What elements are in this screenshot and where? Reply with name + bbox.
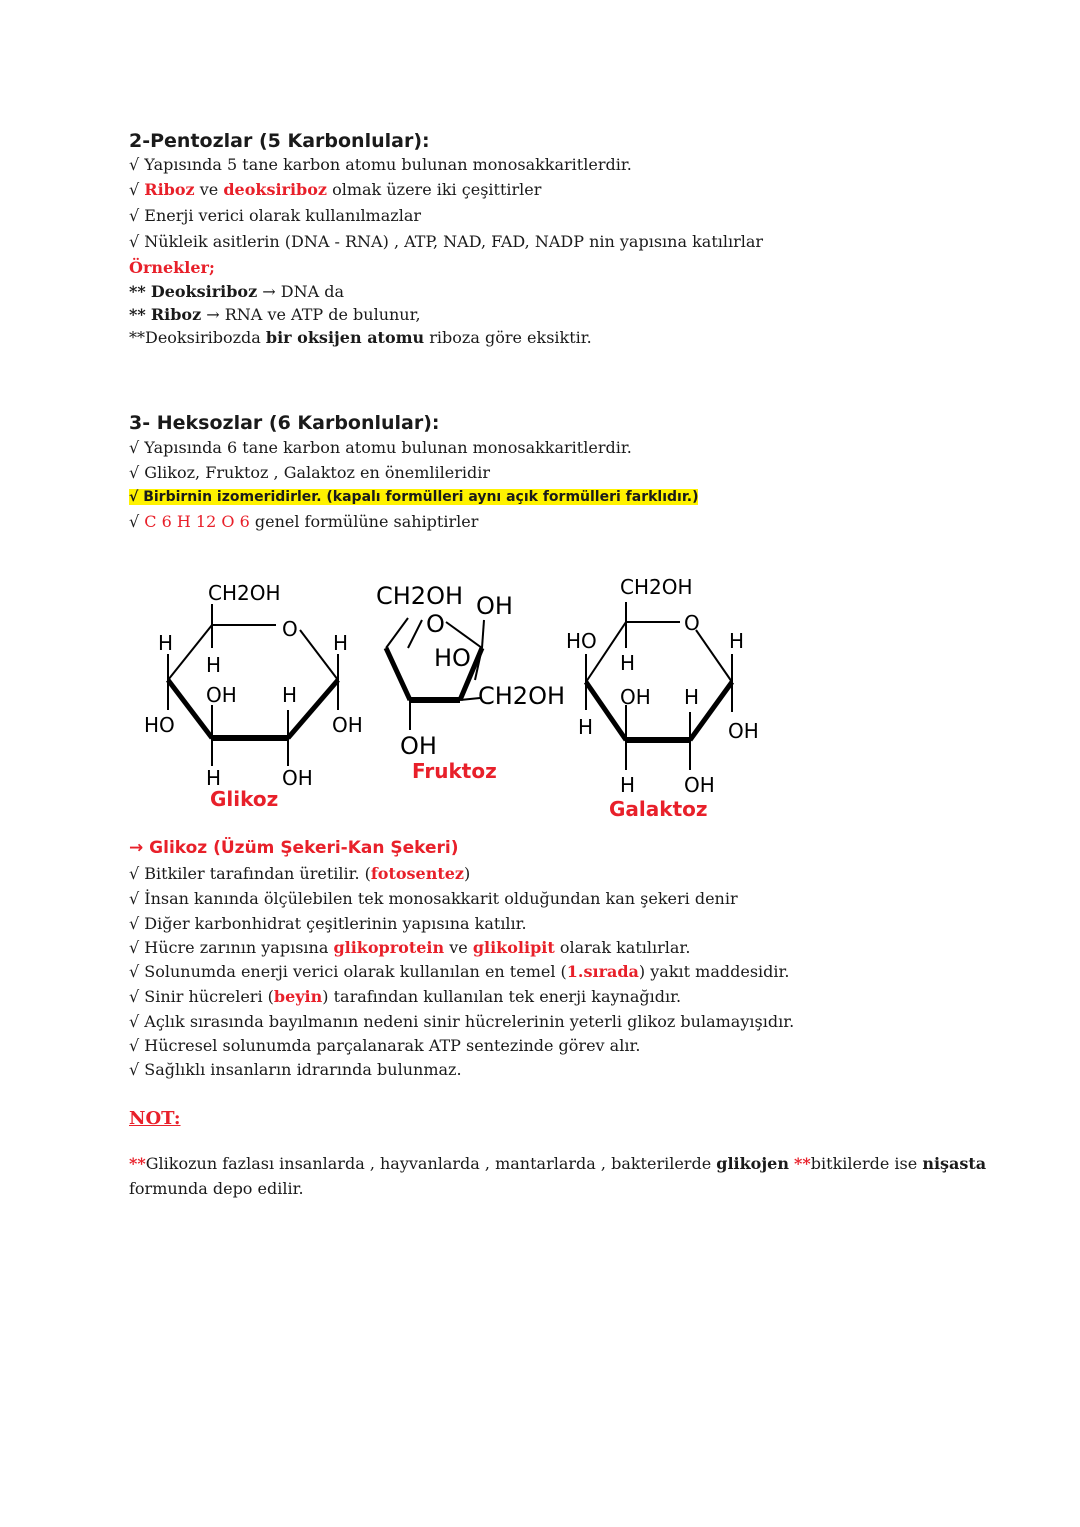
glikojen-term: glikojen [716,1154,789,1173]
highlighted-text: √ Birbirnin izomeridirler. (kapalı formülleri aynı açık formülleri farklıdır.) [129,489,699,505]
glikoz-oh2: OH [332,713,363,737]
check-mark: √ [129,180,140,199]
galaktoz-h4: H [578,715,594,739]
glikoz-h2: H [206,653,222,677]
glikoz-heading: → Glikoz (Üzüm Şekeri-Kan Şekeri) [129,838,459,858]
glikoz-line-9: √ Sağlıklı insanların idrarında bulunmaz. [129,1060,462,1079]
line-rest: olmak üzere iki çeşittirler [332,180,542,199]
heksoz-line-2: √ Glikoz, Fruktoz , Galaktoz en önemlileridir [129,463,491,482]
glikoz-line-5 [129,960,789,984]
note-line-2: formunda depo edilir. [129,1179,304,1198]
galaktoz-h2: H [729,629,745,653]
hexose-structures-figure [140,570,780,830]
stars: ** [129,1154,146,1173]
galaktoz-structure [586,602,732,770]
line-post: ) [464,864,471,883]
glikoz-oh1: OH [206,683,237,707]
glikoz-line-7: √ Açlık sırasında bayılmanın nedeni sinir hücrelerinin yeterli glikoz bulamayışıdır. [129,1012,795,1031]
example-3 [129,326,592,350]
deoksiriboz-term: deoksiriboz [223,180,327,199]
deoksiriboz-name: Deoksiriboz [150,282,258,301]
example-1 [129,280,344,304]
line-rest: RNA ve ATP de bulunur, [224,305,421,324]
glikoz-line-1 [129,862,470,886]
line-pre: √ Sinir hücreleri ( [129,987,274,1006]
pentoz-line-2 [129,178,541,202]
galaktoz-h3: H [684,685,700,709]
fruktoz-ch2oh-right: CH2OH [478,682,566,710]
bold-phrase: bir oksijen atomu [265,328,425,347]
glikoz-line-4 [129,936,690,960]
glikoz-h4: H [333,631,349,655]
heksoz-line-4 [129,510,478,534]
glikoz-line-3: √ Diğer karbonhidrat çeşitlerinin yapısına katılır. [129,914,527,933]
sirada-term: 1.sırada [566,962,639,981]
glikoz-line-8: √ Hücresel solunumda parçalanarak ATP sentezinde görev alır. [129,1036,641,1055]
galaktoz-ho: HO [566,629,597,653]
glikoz-h3: H [282,683,298,707]
galaktoz-o: O [684,611,700,635]
line-post: ) tarafından kullanılan tek enerji kaynağıdır. [322,987,682,1006]
note-text: Glikozun fazlası insanlarda , hayvanlarda , mantarlarda , bakterilerde [145,1154,712,1173]
line-post: olarak katılırlar. [559,938,691,957]
heksoz-heading: 3- Heksozlar (6 Karbonlular): [129,412,440,434]
arrow-icon: → [262,282,276,301]
glikoz-line-6 [129,985,681,1009]
example-2 [129,303,421,327]
line-rest: riboza göre eksiktir. [429,328,592,347]
fruktoz-ho: HO [434,644,471,672]
fruktoz-oh-bottom: OH [400,732,437,760]
beyin-term: beyin [273,987,323,1006]
line-rest: DNA da [280,282,345,301]
nisasta-term: nişasta [922,1154,987,1173]
conjunction: ve [199,180,219,199]
fruktoz-o: O [426,610,445,638]
riboz-term: Riboz [144,180,195,199]
glikoz-label: Glikoz [210,787,279,811]
line-pre: √ Hücre zarının yapısına [129,938,329,957]
line-pre: **Deoksiribozda [129,328,261,347]
galaktoz-oh1: OH [620,685,651,709]
heksoz-line-1: √ Yapısında 6 tane karbon atomu bulunan monosakkaritlerdir. [129,438,632,457]
glikoprotein-term: glikoprotein [333,938,445,957]
glikolipit-term: glikolipit [472,938,555,957]
line-pre: √ Solunumda enerji verici olarak kullanılan en temel ( [129,962,567,981]
glikoz-h1: H [158,631,174,655]
formula: C 6 H 12 O 6 [144,512,250,531]
fruktoz-ch2oh-top: CH2OH [376,582,464,610]
glikoz-ho: HO [144,713,175,737]
pentoz-line-1: √ Yapısında 5 tane karbon atomu bulunan monosakkaritlerdir. [129,155,632,174]
heksoz-line-3 [129,486,698,505]
glikoz-h5: H [206,766,222,790]
galaktoz-h1: H [620,651,636,675]
galaktoz-label: Galaktoz [609,797,708,821]
glikoz-oh3: OH [282,766,313,790]
galaktoz-oh3: OH [684,773,715,797]
note-line-1 [129,1152,986,1176]
fruktoz-oh-top: OH [476,592,513,620]
stars: ** [794,1154,811,1173]
fotosentez-term: fotosentez [370,864,464,883]
galaktoz-ch2oh: CH2OH [620,575,693,599]
galaktoz-h5: H [620,773,636,797]
line-rest: genel formülüne sahiptirler [254,512,479,531]
pentoz-heading: 2-Pentozlar (5 Karbonlular): [129,130,430,152]
note-text: bitkilerde ise [810,1154,918,1173]
glikoz-structure [168,604,338,766]
pentoz-line-3: √ Enerji verici olarak kullanılmazlar [129,206,421,225]
galaktoz-oh2: OH [728,719,759,743]
arrow-icon: → [206,305,220,324]
glikoz-o: O [282,617,298,641]
line-pre: √ Bitkiler tarafından üretilir. ( [129,864,371,883]
conjunction: ve [449,938,468,957]
glikoz-line-2: √ İnsan kanında ölçülebilen tek monosakkarit olduğundan kan şekeri denir [129,889,738,908]
note-label: NOT: [129,1108,181,1129]
examples-label: Örnekler; [129,258,215,277]
line-post: ) yakıt maddesidir. [638,962,790,981]
stars: ** [129,305,146,324]
fruktoz-label: Fruktoz [412,759,497,783]
glikoz-ch2oh: CH2OH [208,581,281,605]
stars: ** [129,282,146,301]
riboz-name: Riboz [150,305,202,324]
pentoz-line-4: √ Nükleik asitlerin (DNA - RNA) , ATP, NAD, FAD, NADP nin yapısına katılırlar [129,232,764,251]
check-mark: √ [129,512,140,531]
